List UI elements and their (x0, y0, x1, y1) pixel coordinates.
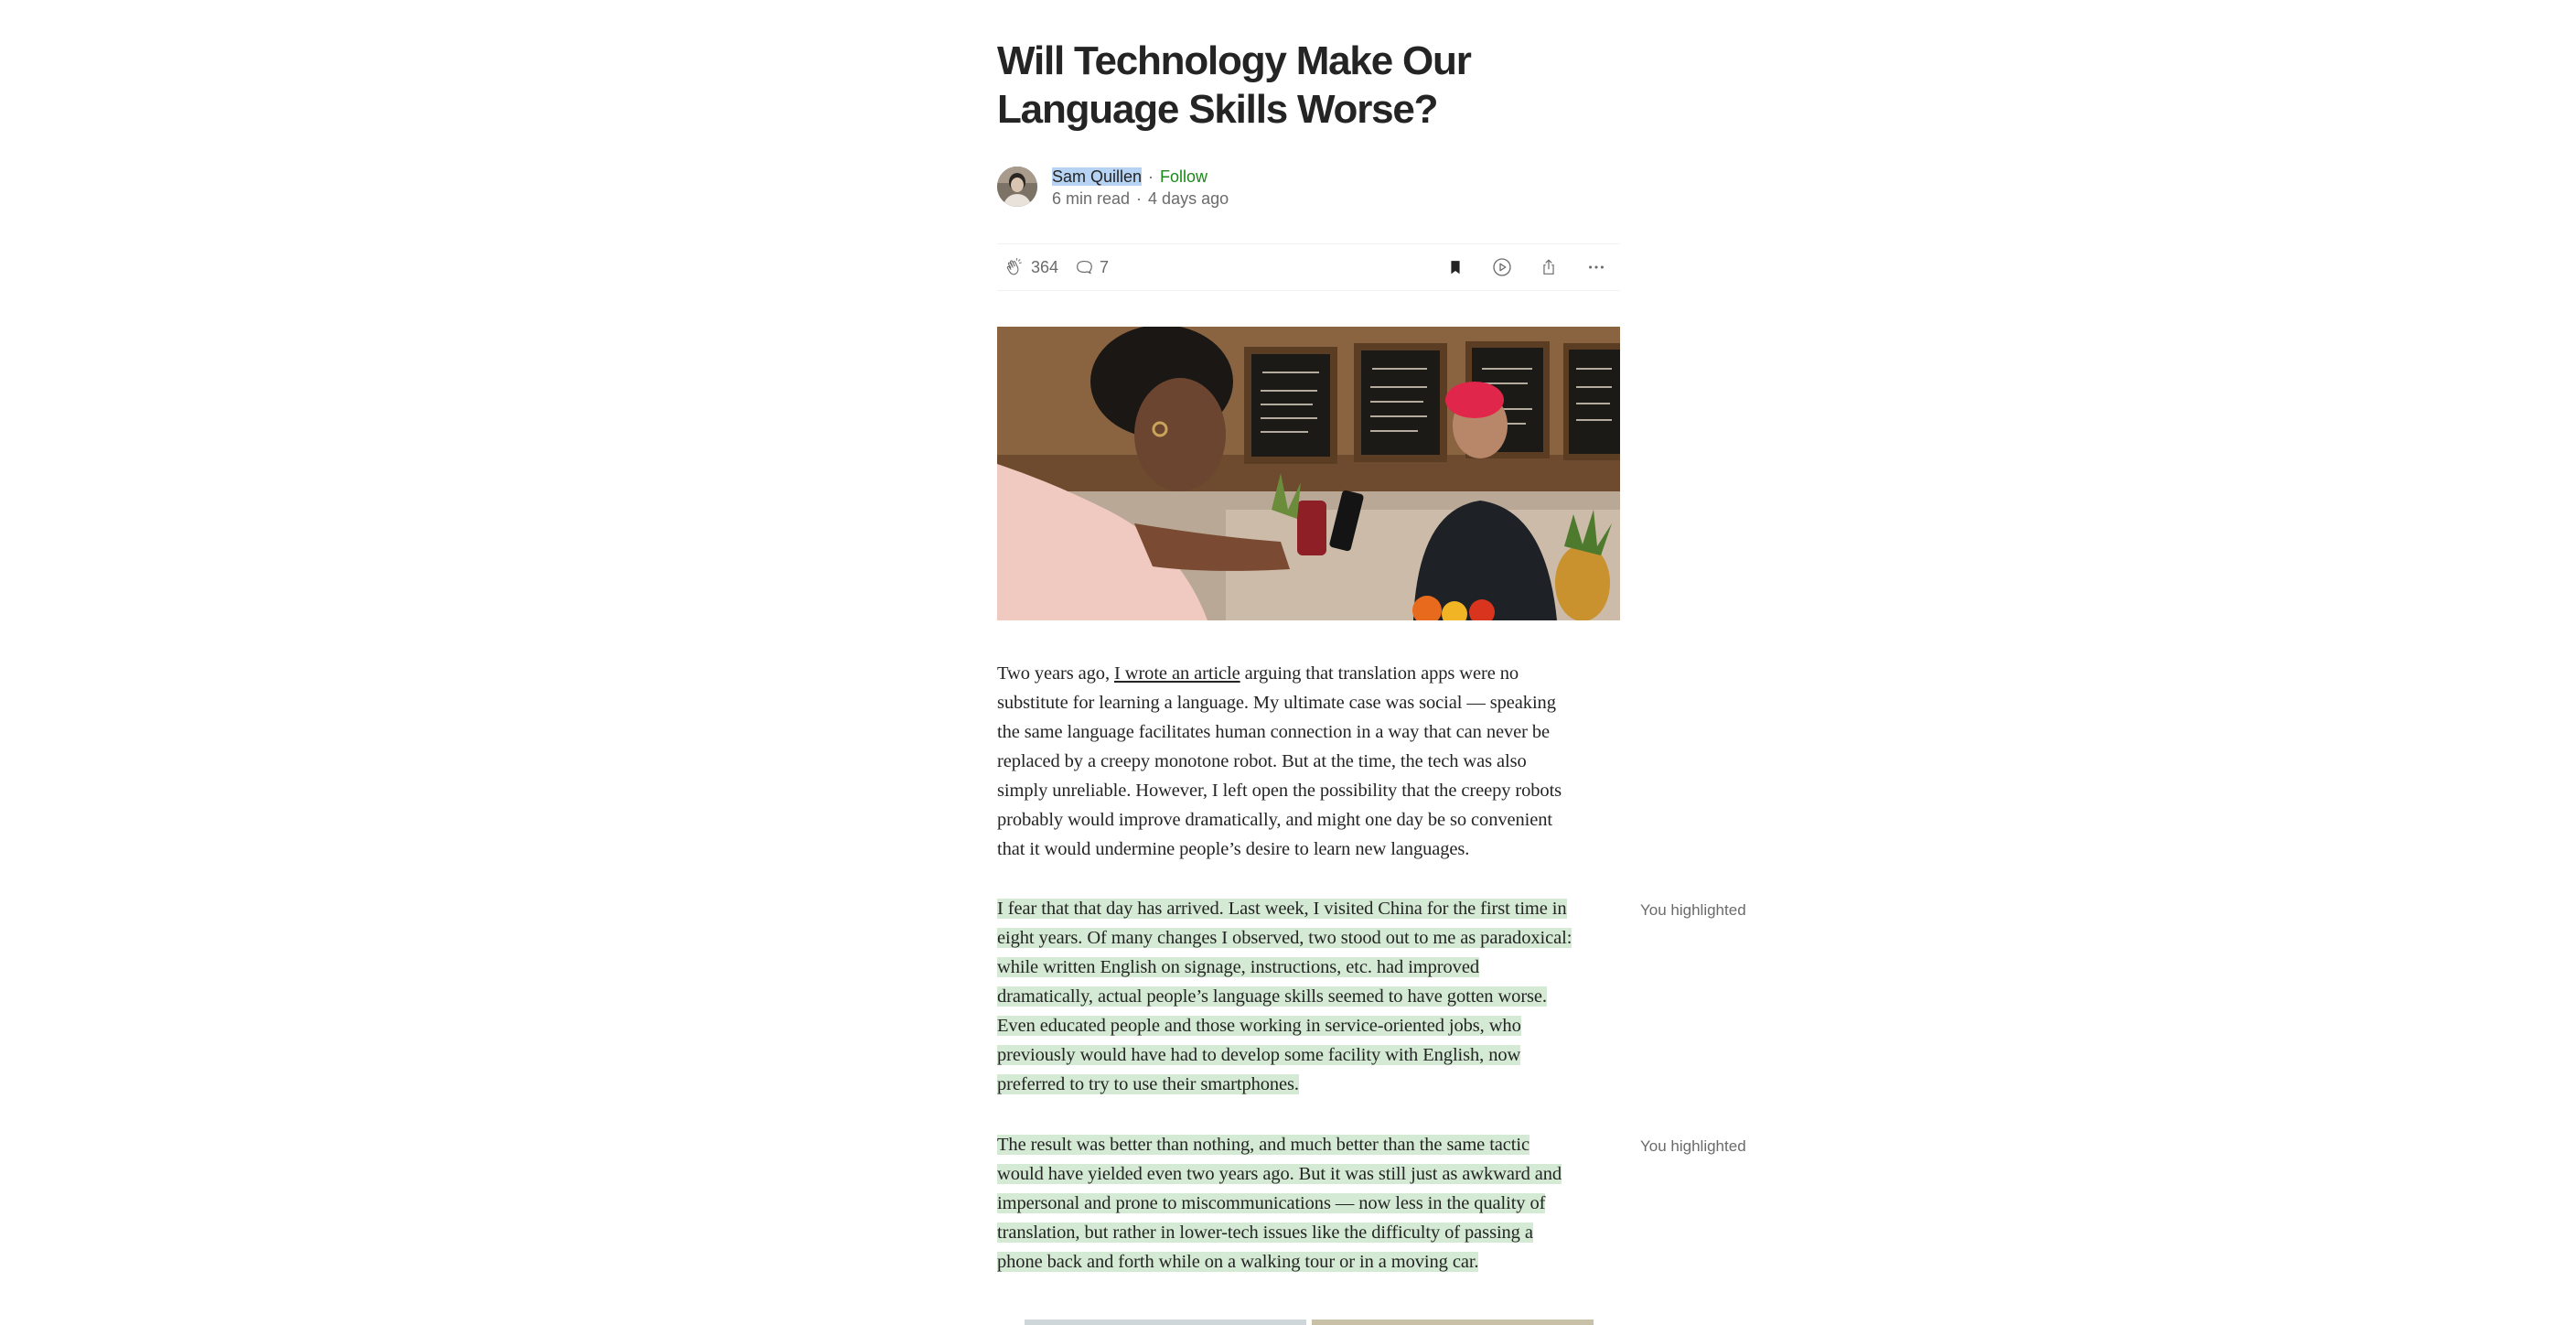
bookmark-icon (1445, 257, 1465, 277)
paragraph-1-line: that it would undermine people’s desire to learn new languages. (997, 839, 1470, 859)
paragraph-1-line (997, 659, 1637, 688)
paragraph-1-line: probably would improve dramatically, and might one day be so convenient (997, 810, 1552, 830)
paragraph-3-line (997, 1218, 1637, 1247)
post-date: 4 days ago (1148, 189, 1229, 208)
byline-separator: · (1148, 167, 1154, 186)
paragraph-1-line: simply unreliable. However, I left open the possibility that the creepy robots (997, 781, 1562, 801)
hero-image (997, 327, 1620, 620)
highlighted-text: impersonal and prone to miscommunications — now less in the quality of (997, 1193, 1546, 1213)
hero-photo (997, 327, 1620, 620)
paragraph-2-highlighted[interactable] (997, 894, 1637, 1099)
highlighted-text: dramatically, actual people’s language skills seemed to have gotten worse. (997, 986, 1547, 1007)
paragraph-2-line (997, 1040, 1637, 1070)
more-button[interactable] (1586, 244, 1606, 290)
action-bar (997, 243, 1620, 291)
article-title-line-1: Will Technology Make Our (997, 38, 1471, 83)
highlighted-text: previously would have had to develop some facility with English, now (997, 1045, 1521, 1065)
responses-button[interactable] (1074, 244, 1109, 290)
text-fragment: Two years ago, (997, 663, 1114, 684)
author-name-link[interactable]: Sam Quillen (1052, 167, 1143, 186)
clap-count: 364 (1031, 257, 1059, 276)
highlight-note[interactable]: You highlighted (1640, 1137, 1746, 1155)
text-fragment: arguing that translation apps were no (1240, 663, 1519, 684)
highlighted-text: preferred to try to use their smartphones. (997, 1074, 1299, 1094)
next-image-strip (1025, 1320, 1594, 1325)
paragraph-3-line (997, 1189, 1637, 1218)
paragraph-1-line: replaced by a creepy monotone robot. But at the time, the tech was also (997, 751, 1527, 771)
listen-button[interactable] (1491, 244, 1513, 290)
meta-separator: · (1136, 189, 1143, 208)
paragraph-2-line (997, 1011, 1637, 1040)
paragraph-3-line (997, 1130, 1637, 1159)
share-icon (1539, 257, 1559, 277)
highlighted-text: translation, but rather in lower-tech issues like the difficulty of passing a (997, 1223, 1533, 1243)
paragraph-2-line (997, 1070, 1637, 1099)
listen-icon (1491, 256, 1513, 278)
highlighted-text: phone back and forth while on a walking tour or in a moving car. (997, 1252, 1479, 1272)
inline-article-link[interactable]: I wrote an article (1114, 663, 1240, 684)
highlighted-text: eight years. Of many changes I observed, two stood out to me as paradoxical: (997, 928, 1572, 948)
highlighted-text: would have yielded even two years ago. But it was still just as awkward and (997, 1164, 1562, 1184)
highlighted-text: while written English on signage, instructions, etc. had improved (997, 957, 1479, 977)
meta-row (1052, 189, 1229, 209)
paragraph-3-highlighted[interactable] (997, 1130, 1637, 1277)
more-icon (1586, 257, 1606, 277)
highlight-note[interactable]: You highlighted (1640, 901, 1746, 919)
paragraph-2-line (997, 894, 1637, 923)
response-icon (1074, 257, 1094, 277)
paragraph-2-line (997, 953, 1637, 982)
paragraph-1-line: substitute for learning a language. My ultimate case was social — speaking (997, 693, 1556, 713)
article-title (997, 37, 1620, 134)
highlighted-text: The result was better than nothing, and much better than the same tactic (997, 1135, 1530, 1155)
highlighted-text: Even educated people and those working in service-oriented jobs, who (997, 1016, 1521, 1036)
paragraph-2-line (997, 923, 1637, 953)
byline (997, 165, 1620, 210)
article-title-line-2: Language Skills Worse? (997, 87, 1438, 132)
avatar-image (997, 167, 1037, 207)
paragraph-2-line (997, 982, 1637, 1011)
paragraph-1 (997, 659, 1637, 864)
next-image-left (1025, 1320, 1306, 1325)
response-count: 7 (1100, 257, 1110, 276)
share-button[interactable] (1539, 244, 1559, 290)
author-avatar[interactable] (997, 167, 1037, 207)
next-image-right (1312, 1320, 1594, 1325)
clap-button[interactable] (1004, 244, 1058, 290)
paragraph-1-line: the same language facilitates human connection in a way that can never be (997, 722, 1551, 742)
read-time: 6 min read (1052, 189, 1131, 208)
paragraph-3-line (997, 1247, 1637, 1277)
author-row (1052, 167, 1208, 187)
clap-icon (1004, 257, 1025, 277)
follow-button[interactable]: Follow (1160, 167, 1208, 186)
paragraph-3-line (997, 1159, 1637, 1189)
highlighted-text: I fear that that day has arrived. Last week, I visited China for the first time in (997, 899, 1567, 919)
save-button[interactable] (1445, 244, 1465, 290)
